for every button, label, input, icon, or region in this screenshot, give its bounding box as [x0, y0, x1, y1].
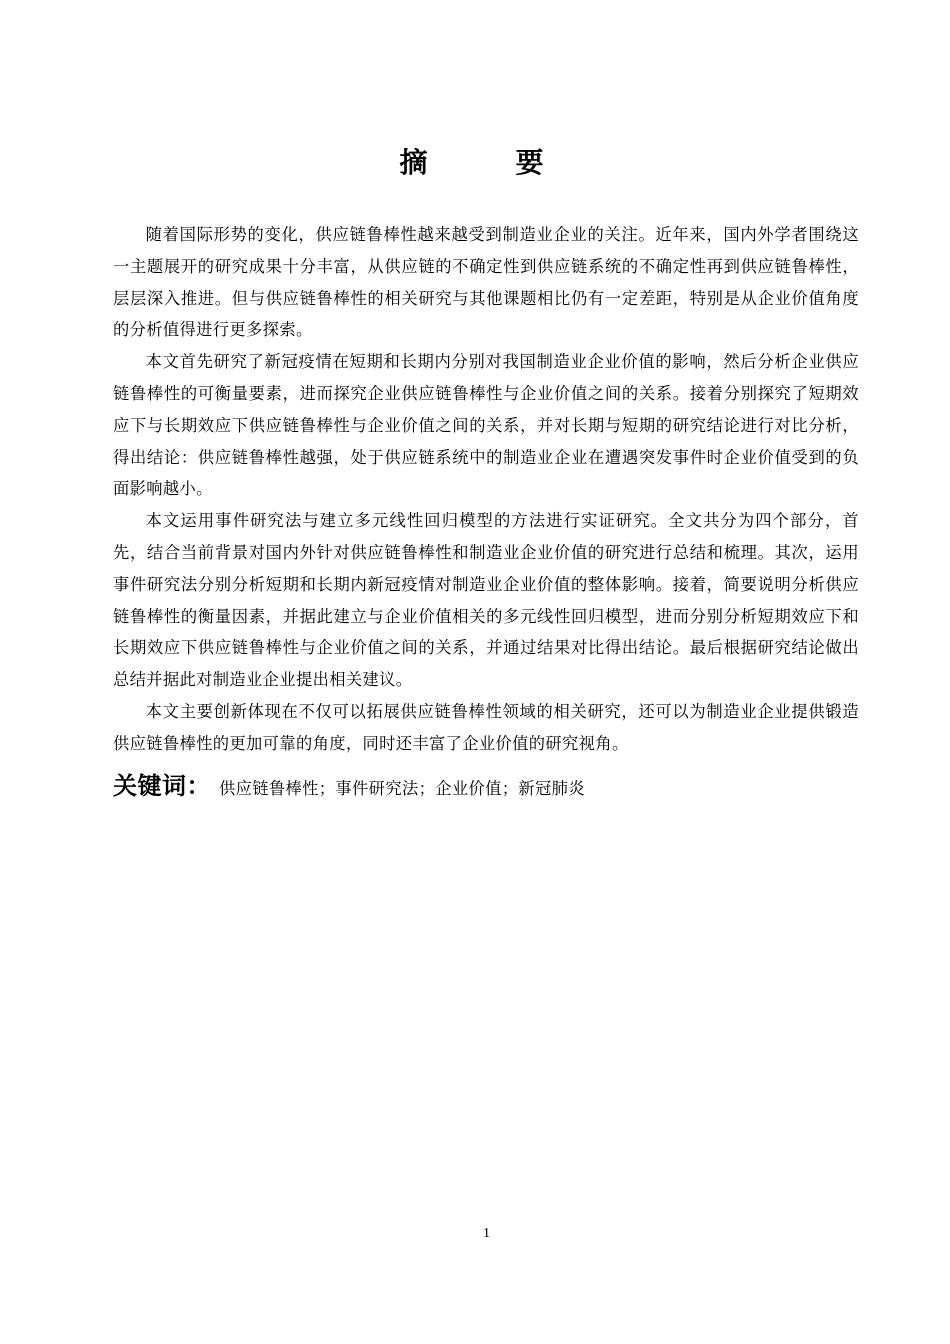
keywords-line	[113, 766, 859, 801]
abstract-title: 摘 要	[399, 146, 574, 179]
abstract-paragraph-4: 本文主要创新体现在不仅可以拓展供应链鲁棒性领域的相关研究，还可以为制造业企业提供锻造供应链鲁棒性的更加可靠的角度，同时还丰富了企业价值的研究视角。	[113, 701, 859, 753]
keywords-label: 关键词：	[113, 771, 211, 800]
page-number: 1	[483, 1226, 490, 1241]
abstract-paragraph-3: 本文运用事件研究法与建立多元线性回归模型的方法进行实证研究。全文共分为四个部分，首先，结合当前背景对国内外针对供应链鲁棒性和制造业企业价值的研究进行总结和梳理。其次，运用事件研究法分别分析短期和长期内新冠疫情对制造业企业价值的整体影响。接着，简要说明分析供应链鲁棒性的衡量因素，并据此建立与企业价值相关的多元线性回归模型，进而分别分析短期效应下和长期效应下供应链鲁棒性与企业价值之间的关系，并通过结果对比得出结论。最后根据研究结论做出总结并据此对制造业企业提出相关建议。	[113, 511, 859, 690]
abstract-body	[113, 219, 859, 801]
abstract-paragraph-2: 本文首先研究了新冠疫情在短期和长期内分别对我国制造业企业价值的影响，然后分析企业供应链鲁棒性的可衡量要素，进而探究企业供应链鲁棒性与企业价值之间的关系。接着分别探究了短期效应下与长期效应下供应链鲁棒性与企业价值之间的关系，并对长期与短期的研究结论进行对比分析，得出结论：供应链鲁棒性越强，处于供应链系统中的制造业企业在遭遇突发事件时企业价值受到的负面影响越小。	[113, 352, 859, 499]
keywords-values: 供应链鲁棒性；事件研究法；企业价值；新冠肺炎	[219, 778, 585, 798]
abstract-paragraph-1: 随着国际形势的变化，供应链鲁棒性越来越受到制造业企业的关注。近年来，国内外学者围绕这一主题展开的研究成果十分丰富，从供应链的不确定性到供应链系统的不确定性再到供应链鲁棒性，层层深入推进。但与供应链鲁棒性的相关研究与其他课题相比仍有一定差距，特别是从企业价值角度的分析值得进行更多探索。	[113, 225, 859, 340]
